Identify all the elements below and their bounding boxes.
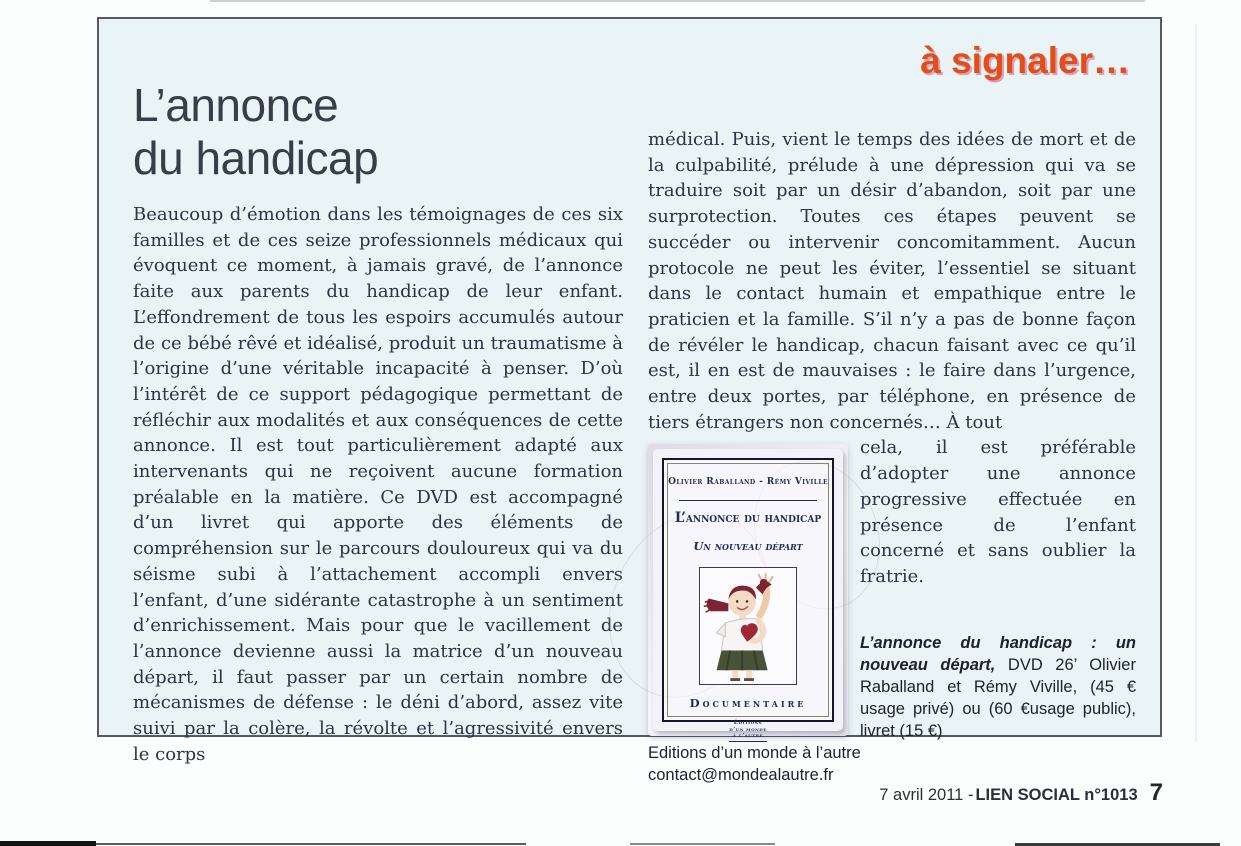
publisher-logo-line1: Éditions <box>733 720 763 727</box>
publisher-logo <box>729 720 767 742</box>
cover-authors: Olivier Raballand - Rémy Viville <box>668 477 828 488</box>
article-page <box>97 17 1162 784</box>
article-title <box>133 79 378 185</box>
cover-genre-label: Documentaire <box>689 695 807 710</box>
scan-artifact-bottom <box>96 843 526 845</box>
article-column-right <box>648 127 1136 786</box>
scan-artifact-top <box>210 0 1145 2</box>
cover-frame-inner <box>667 463 829 740</box>
caption-title: L’annonce du handicap : un nouveau départ, <box>860 633 1136 674</box>
section-label: à signaler… <box>920 40 1130 81</box>
girl-illustration <box>699 567 797 685</box>
article-title-line2: du handicap <box>133 132 379 184</box>
footer-date: 7 avril 2011 - <box>879 786 974 804</box>
right-column-paragraph-1: médical. Puis, vient le temps des idées de mort et de la culpabilité, prélude à une dépression qui va se traduire soit par un désir d’abandon, soit par une surprotection. Toutes ces étapes peuvent se succéder ou intervenir concomitamment. Aucun protocole ne peut les éviter, l’essentiel se situant dans le contact humain et empathique entre le praticien et la famille. S’il n’y a pas de bonne façon de révéler le handicap, chacun faisant avec ce qu’il est, il en est de mauvaises : le faire dans l’urgence, entre deux portes, par téléphone, en présence de tiers étrangers non concernés… À tout <box>648 129 1136 433</box>
cover-frame <box>662 458 834 740</box>
right-column-paragraph-2: cela, il est préférable d’adopter une annonce progressive effectuée en présence de l’enfant concerné et sans oublier la fratrie. <box>860 437 1136 587</box>
dvd-cover-photo <box>648 444 848 740</box>
page-number: 7 <box>1149 779 1163 806</box>
article-column-left: Beaucoup d’émotion dans les témoignages de ces six familles et de ces seize professionnels médicaux qui évoquent ce moment, à jamais gravé, de l’annonce faite aux parents du handicap de leur enfant. L’effondrement de tous les espoirs accumulés autour de ce bébé rêvé et idéalisé, produit un traumatisme à l’origine d’une véritable incapacité à penser. D’où l’intérêt de ce support pédagogique permettant de réfléchir aux modalités et aux conséquences de cette annonce. Il est tout particulièrement adapté aux intervenants qui ne reçoivent aucune formation préalable en la matière. Ce DVD est accompagné d’un livret qui apporte des éléments de compréhension sur le parcours douloureux qui va du séisme subi à l’attachement accompli envers l’enfant, d’une sidérante catastrophe à un sentiment d’enrichissement. Mais pour que le vacillement de l’annonce devienne aussi la matrice d’un nouveau départ, il faut passer par un certain nombre de mécanismes de défense : le déni d’abord, assez vite suivi par la colère, la révolte et l’agressivité envers le corps <box>133 204 623 765</box>
cover-title: L’annonce du handicap <box>674 510 822 527</box>
scan-artifact-bottom <box>0 841 96 846</box>
publisher-logo-line3: à l’autre <box>732 733 764 740</box>
caption-email: contact@mondealautre.fr <box>648 765 834 784</box>
cover-divider <box>679 500 818 501</box>
footer-journal-title: LIEN SOCIAL n°1013 <box>975 786 1138 804</box>
cover-subtitle: Un nouveau départ <box>693 538 803 553</box>
dvd-case <box>653 449 843 740</box>
caption-details: DVD 26’ Olivier Raballand et Rémy Viville, (45 € usage privé) ou (60 €usage public), livret (15 €) <box>860 655 1136 740</box>
page-footer <box>879 779 1163 807</box>
scan-artifact-page-edge <box>1195 24 1197 742</box>
scan-artifact-bottom <box>630 843 775 845</box>
caption-publisher: Editions d’un monde à l’autre <box>648 743 861 762</box>
publisher-logo-line2: d’un monde <box>729 726 767 733</box>
article-title-line1: L’annonce <box>133 79 339 131</box>
